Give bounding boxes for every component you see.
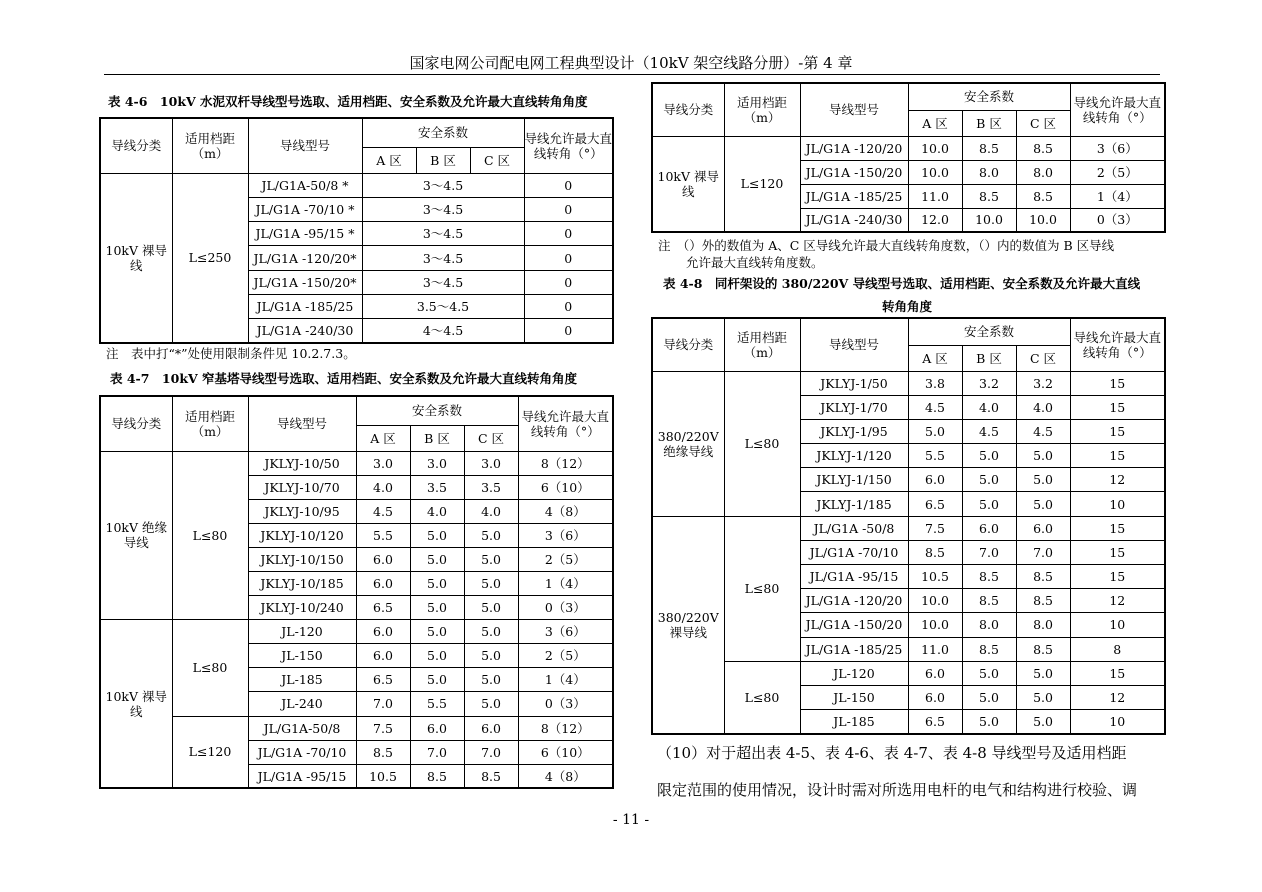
model-cell: JL-150 xyxy=(248,644,356,668)
model-cell: JL/G1A -150/20* xyxy=(248,270,362,294)
zone-a-cell: 5.0 xyxy=(908,419,962,443)
zone-a-cell: 10.0 xyxy=(908,589,962,613)
zone-b-cell: 5.0 xyxy=(962,685,1016,709)
zone-b-cell: 8.5 xyxy=(962,184,1016,208)
table-row xyxy=(652,516,1165,540)
zone-b-cell: 5.0 xyxy=(410,523,464,547)
angle-cell: 3（6） xyxy=(1070,136,1165,160)
model-cell: JL/G1A -185/25 xyxy=(248,294,362,318)
table-4-8-caption-line1: 表 4-8 同杆架设的 380/220V 导线型号选取、适用档距、安全系数及允许最大直线 xyxy=(663,276,1141,291)
angle-cell: 8（12） xyxy=(518,716,613,740)
zone-b-cell: 5.0 xyxy=(410,571,464,595)
zone-b-cell: 10.0 xyxy=(962,208,1016,232)
page-number: - 11 - xyxy=(612,812,650,828)
category-cell: 380/220V 裸导线 xyxy=(652,516,724,734)
table-row xyxy=(100,716,613,740)
zone-b-cell: 5.0 xyxy=(410,644,464,668)
model-cell: JKLYJ-10/240 xyxy=(248,596,356,620)
zone-c-cell: 5.0 xyxy=(464,596,518,620)
model-cell: JL/G1A -95/15 xyxy=(800,565,908,589)
table-4-7-note-line1: 注 （）外的数值为 A、C 区导线允许最大直线转角度数，（）内的数值为 B 区导线 xyxy=(658,238,1115,253)
model-cell: JL/G1A -240/30 xyxy=(800,208,908,232)
model-cell: JKLYJ-10/150 xyxy=(248,547,356,571)
angle-cell: 0 xyxy=(524,222,613,246)
zone-c-cell: 5.0 xyxy=(1016,685,1070,709)
model-cell: JL/G1A -95/15 * xyxy=(248,222,362,246)
angle-cell: 2（5） xyxy=(1070,160,1165,184)
model-cell: JL/G1A -185/25 xyxy=(800,184,908,208)
col-header-angle: 导线允许最大直线转角（°） xyxy=(518,396,613,451)
safety-cell: 4～4.5 xyxy=(362,319,524,343)
col-header-category: 导线分类 xyxy=(100,118,172,173)
angle-cell: 15 xyxy=(1070,565,1165,589)
col-header-span: 适用档距（m） xyxy=(724,318,800,371)
zone-a-cell: 8.5 xyxy=(356,740,410,764)
model-cell: JL/G1A -120/20 xyxy=(800,136,908,160)
table-row xyxy=(100,451,613,475)
safety-cell: 3～4.5 xyxy=(362,246,524,270)
zone-c-cell: 5.0 xyxy=(1016,492,1070,516)
category-cell: 380/220V 绝缘导线 xyxy=(652,371,724,516)
col-header-zone-a: A 区 xyxy=(356,425,410,451)
zone-b-cell: 8.0 xyxy=(962,160,1016,184)
angle-cell: 15 xyxy=(1070,419,1165,443)
model-cell: JKLYJ-1/70 xyxy=(800,395,908,419)
span-cell: L≤80 xyxy=(172,451,248,620)
angle-cell: 15 xyxy=(1070,371,1165,395)
zone-b-cell: 8.5 xyxy=(962,637,1016,661)
model-cell: JL-150 xyxy=(800,685,908,709)
zone-b-cell: 7.0 xyxy=(962,540,1016,564)
angle-cell: 10 xyxy=(1070,492,1165,516)
angle-cell: 12 xyxy=(1070,468,1165,492)
model-cell: JL/G1A -240/30 xyxy=(248,319,362,343)
zone-c-cell: 5.0 xyxy=(464,571,518,595)
zone-c-cell: 8.0 xyxy=(1016,613,1070,637)
safety-cell: 3～4.5 xyxy=(362,222,524,246)
angle-cell: 2（5） xyxy=(518,644,613,668)
zone-b-cell: 8.0 xyxy=(962,613,1016,637)
zone-a-cell: 10.5 xyxy=(356,764,410,788)
zone-c-cell: 6.0 xyxy=(1016,516,1070,540)
model-cell: JL/G1A -95/15 xyxy=(248,764,356,788)
zone-c-cell: 4.0 xyxy=(1016,395,1070,419)
span-cell: L≤80 xyxy=(724,661,800,734)
zone-a-cell: 10.0 xyxy=(908,160,962,184)
zone-b-cell: 8.5 xyxy=(410,764,464,788)
zone-c-cell: 3.2 xyxy=(1016,371,1070,395)
table-row xyxy=(100,173,613,197)
zone-b-cell: 5.0 xyxy=(962,710,1016,734)
zone-a-cell: 6.0 xyxy=(356,547,410,571)
zone-c-cell: 5.0 xyxy=(1016,710,1070,734)
angle-cell: 4（8） xyxy=(518,499,613,523)
table-4-8-caption-line2: 转角角度 xyxy=(881,299,932,314)
model-cell: JKLYJ-10/95 xyxy=(248,499,356,523)
col-header-model: 导线型号 xyxy=(800,83,908,136)
model-cell: JL/G1A -70/10 * xyxy=(248,197,362,221)
zone-c-cell: 5.0 xyxy=(464,692,518,716)
zone-a-cell: 11.0 xyxy=(908,637,962,661)
zone-c-cell: 5.0 xyxy=(1016,661,1070,685)
zone-a-cell: 4.0 xyxy=(356,475,410,499)
model-cell: JKLYJ-1/150 xyxy=(800,468,908,492)
model-cell: JKLYJ-10/120 xyxy=(248,523,356,547)
zone-b-cell: 5.0 xyxy=(410,547,464,571)
angle-cell: 4（8） xyxy=(518,764,613,788)
col-header-zone-c: C 区 xyxy=(1016,345,1070,371)
zone-c-cell: 5.0 xyxy=(1016,468,1070,492)
zone-a-cell: 10.0 xyxy=(908,136,962,160)
angle-cell: 0 xyxy=(524,294,613,318)
zone-b-cell: 4.5 xyxy=(962,419,1016,443)
angle-cell: 0 xyxy=(524,319,613,343)
col-header-zone-c: C 区 xyxy=(470,147,524,173)
category-cell: 10kV 裸导线 xyxy=(100,173,172,343)
zone-a-cell: 11.0 xyxy=(908,184,962,208)
angle-cell: 10 xyxy=(1070,710,1165,734)
angle-cell: 1（4） xyxy=(1070,184,1165,208)
col-header-angle: 导线允许最大直线转角（°） xyxy=(524,118,613,173)
zone-c-cell: 7.0 xyxy=(1016,540,1070,564)
zone-b-cell: 5.0 xyxy=(962,661,1016,685)
col-header-angle: 导线允许最大直线转角（°） xyxy=(1070,83,1165,136)
angle-cell: 0（3） xyxy=(518,692,613,716)
model-cell: JL-185 xyxy=(248,668,356,692)
zone-b-cell: 3.0 xyxy=(410,451,464,475)
zone-a-cell: 6.5 xyxy=(356,668,410,692)
zone-b-cell: 5.5 xyxy=(410,692,464,716)
zone-a-cell: 3.0 xyxy=(356,451,410,475)
category-cell: 10kV 裸导线 xyxy=(100,620,172,789)
zone-a-cell: 10.5 xyxy=(908,565,962,589)
col-header-zone-a: A 区 xyxy=(908,110,962,136)
zone-c-cell: 10.0 xyxy=(1016,208,1070,232)
category-cell: 10kV 绝缘导线 xyxy=(100,451,172,620)
col-header-category: 导线分类 xyxy=(652,318,724,371)
angle-cell: 0 xyxy=(524,197,613,221)
zone-a-cell: 6.0 xyxy=(908,685,962,709)
model-cell: JL/G1A-50/8 xyxy=(248,716,356,740)
col-header-zone-a: A 区 xyxy=(908,345,962,371)
table-4-6-caption: 表 4-6 10kV 水泥双杆导线型号选取、适用档距、安全系数及允许最大直线转角角度 xyxy=(108,94,588,109)
zone-b-cell: 3.2 xyxy=(962,371,1016,395)
table-4-7-note-line2: 允许最大直线转角度数。 xyxy=(686,255,824,270)
angle-cell: 15 xyxy=(1070,395,1165,419)
angle-cell: 12 xyxy=(1070,589,1165,613)
model-cell: JKLYJ-10/70 xyxy=(248,475,356,499)
zone-a-cell: 6.5 xyxy=(908,492,962,516)
angle-cell: 8 xyxy=(1070,637,1165,661)
zone-c-cell: 5.0 xyxy=(464,547,518,571)
safety-cell: 3～4.5 xyxy=(362,197,524,221)
col-header-zone-b: B 区 xyxy=(410,425,464,451)
col-header-safety: 安全系数 xyxy=(908,318,1070,345)
col-header-category: 导线分类 xyxy=(652,83,724,136)
zone-b-cell: 7.0 xyxy=(410,740,464,764)
model-cell: JL/G1A -150/20 xyxy=(800,613,908,637)
zone-a-cell: 4.5 xyxy=(908,395,962,419)
zone-b-cell: 5.0 xyxy=(962,492,1016,516)
zone-a-cell: 7.0 xyxy=(356,692,410,716)
page-header: 国家电网公司配电网工程典型设计（10kV 架空线路分册）-第 4 章 xyxy=(409,54,853,72)
zone-c-cell: 8.5 xyxy=(1016,589,1070,613)
zone-c-cell: 5.0 xyxy=(1016,444,1070,468)
model-cell: JL/G1A -70/10 xyxy=(248,740,356,764)
angle-cell: 0（3） xyxy=(1070,208,1165,232)
zone-a-cell: 5.5 xyxy=(356,523,410,547)
table-4-7-continued xyxy=(651,82,1166,233)
col-header-model: 导线型号 xyxy=(248,396,356,451)
model-cell: JL/G1A -150/20 xyxy=(800,160,908,184)
zone-c-cell: 8.5 xyxy=(464,764,518,788)
body-paragraph-line2: 限定范围的使用情况，设计时需对所选用电杆的电气和结构进行校验、调 xyxy=(657,781,1138,799)
zone-a-cell: 7.5 xyxy=(356,716,410,740)
model-cell: JKLYJ-10/185 xyxy=(248,571,356,595)
zone-b-cell: 5.0 xyxy=(962,468,1016,492)
model-cell: JL/G1A -120/20* xyxy=(248,246,362,270)
col-header-span: 适用档距（m） xyxy=(172,396,248,451)
zone-a-cell: 8.5 xyxy=(908,540,962,564)
zone-b-cell: 8.5 xyxy=(962,136,1016,160)
span-cell: L≤250 xyxy=(172,173,248,343)
model-cell: JL/G1A-50/8 * xyxy=(248,173,362,197)
col-header-safety: 安全系数 xyxy=(356,396,518,425)
model-cell: JL/G1A -120/20 xyxy=(800,589,908,613)
angle-cell: 1（4） xyxy=(518,571,613,595)
zone-c-cell: 4.0 xyxy=(464,499,518,523)
zone-a-cell: 6.0 xyxy=(908,661,962,685)
zone-c-cell: 4.5 xyxy=(1016,419,1070,443)
model-cell: JL/G1A -185/25 xyxy=(800,637,908,661)
model-cell: JL-185 xyxy=(800,710,908,734)
table-4-6-note: 注 表中打“*”处使用限制条件见 10.2.7.3。 xyxy=(106,346,356,361)
zone-a-cell: 10.0 xyxy=(908,613,962,637)
zone-b-cell: 5.0 xyxy=(410,596,464,620)
col-header-category: 导线分类 xyxy=(100,396,172,451)
zone-c-cell: 5.0 xyxy=(464,523,518,547)
zone-c-cell: 3.5 xyxy=(464,475,518,499)
span-cell: L≤80 xyxy=(724,371,800,516)
zone-b-cell: 5.0 xyxy=(410,620,464,644)
span-cell: L≤120 xyxy=(724,136,800,232)
col-header-zone-b: B 区 xyxy=(416,147,470,173)
zone-b-cell: 5.0 xyxy=(962,444,1016,468)
span-cell: L≤80 xyxy=(724,516,800,661)
col-header-safety: 安全系数 xyxy=(362,118,524,147)
angle-cell: 0（3） xyxy=(518,596,613,620)
zone-c-cell: 3.0 xyxy=(464,451,518,475)
zone-b-cell: 6.0 xyxy=(410,716,464,740)
zone-c-cell: 6.0 xyxy=(464,716,518,740)
col-header-zone-a: A 区 xyxy=(362,147,416,173)
angle-cell: 12 xyxy=(1070,685,1165,709)
model-cell: JL-240 xyxy=(248,692,356,716)
angle-cell: 8（12） xyxy=(518,451,613,475)
zone-c-cell: 8.5 xyxy=(1016,184,1070,208)
zone-c-cell: 7.0 xyxy=(464,740,518,764)
zone-c-cell: 5.0 xyxy=(464,644,518,668)
angle-cell: 3（6） xyxy=(518,620,613,644)
zone-a-cell: 12.0 xyxy=(908,208,962,232)
col-header-safety: 安全系数 xyxy=(908,83,1070,110)
table-row xyxy=(652,136,1165,160)
zone-a-cell: 6.0 xyxy=(356,644,410,668)
zone-c-cell: 5.0 xyxy=(464,620,518,644)
model-cell: JKLYJ-1/50 xyxy=(800,371,908,395)
table-4-7 xyxy=(99,395,614,789)
angle-cell: 15 xyxy=(1070,540,1165,564)
zone-b-cell: 3.5 xyxy=(410,475,464,499)
table-row xyxy=(652,371,1165,395)
zone-a-cell: 5.5 xyxy=(908,444,962,468)
col-header-span: 适用档距（m） xyxy=(724,83,800,136)
span-cell: L≤120 xyxy=(172,716,248,788)
zone-b-cell: 5.0 xyxy=(410,668,464,692)
model-cell: JKLYJ-1/185 xyxy=(800,492,908,516)
zone-a-cell: 6.0 xyxy=(908,468,962,492)
table-4-7-caption: 表 4-7 10kV 窄基塔导线型号选取、适用档距、安全系数及允许最大直线转角角度 xyxy=(110,371,578,386)
col-header-zone-c: C 区 xyxy=(1016,110,1070,136)
safety-cell: 3～4.5 xyxy=(362,173,524,197)
model-cell: JL/G1A -70/10 xyxy=(800,540,908,564)
angle-cell: 0 xyxy=(524,173,613,197)
col-header-model: 导线型号 xyxy=(800,318,908,371)
angle-cell: 6（10） xyxy=(518,475,613,499)
zone-b-cell: 4.0 xyxy=(410,499,464,523)
zone-c-cell: 8.0 xyxy=(1016,160,1070,184)
table-row xyxy=(652,661,1165,685)
angle-cell: 2（5） xyxy=(518,547,613,571)
zone-a-cell: 6.0 xyxy=(356,620,410,644)
category-cell: 10kV 裸导线 xyxy=(652,136,724,232)
model-cell: JKLYJ-1/120 xyxy=(800,444,908,468)
zone-c-cell: 8.5 xyxy=(1016,637,1070,661)
table-4-8 xyxy=(651,317,1166,735)
angle-cell: 3（6） xyxy=(518,523,613,547)
zone-c-cell: 5.0 xyxy=(464,668,518,692)
table-row xyxy=(100,620,613,644)
zone-a-cell: 7.5 xyxy=(908,516,962,540)
angle-cell: 15 xyxy=(1070,516,1165,540)
col-header-model: 导线型号 xyxy=(248,118,362,173)
zone-b-cell: 6.0 xyxy=(962,516,1016,540)
model-cell: JL-120 xyxy=(248,620,356,644)
zone-b-cell: 8.5 xyxy=(962,565,1016,589)
zone-c-cell: 8.5 xyxy=(1016,136,1070,160)
angle-cell: 0 xyxy=(524,246,613,270)
col-header-zone-b: B 区 xyxy=(962,110,1016,136)
angle-cell: 15 xyxy=(1070,661,1165,685)
zone-b-cell: 8.5 xyxy=(962,589,1016,613)
body-paragraph-line1: （10）对于超出表 4-5、表 4-6、表 4-7、表 4-8 导线型号及适用档距 xyxy=(657,744,1127,762)
safety-cell: 3.5～4.5 xyxy=(362,294,524,318)
model-cell: JL/G1A -50/8 xyxy=(800,516,908,540)
safety-cell: 3～4.5 xyxy=(362,270,524,294)
zone-a-cell: 6.0 xyxy=(356,571,410,595)
model-cell: JKLYJ-1/95 xyxy=(800,419,908,443)
col-header-angle: 导线允许最大直线转角（°） xyxy=(1070,318,1165,371)
zone-a-cell: 4.5 xyxy=(356,499,410,523)
zone-a-cell: 6.5 xyxy=(908,710,962,734)
zone-a-cell: 3.8 xyxy=(908,371,962,395)
col-header-zone-b: B 区 xyxy=(962,345,1016,371)
model-cell: JKLYJ-10/50 xyxy=(248,451,356,475)
angle-cell: 10 xyxy=(1070,613,1165,637)
zone-c-cell: 8.5 xyxy=(1016,565,1070,589)
angle-cell: 15 xyxy=(1070,444,1165,468)
angle-cell: 0 xyxy=(524,270,613,294)
col-header-zone-c: C 区 xyxy=(464,425,518,451)
zone-b-cell: 4.0 xyxy=(962,395,1016,419)
model-cell: JL-120 xyxy=(800,661,908,685)
span-cell: L≤80 xyxy=(172,620,248,716)
angle-cell: 1（4） xyxy=(518,668,613,692)
header-rule xyxy=(104,74,1160,75)
angle-cell: 6（10） xyxy=(518,740,613,764)
col-header-span: 适用档距（m） xyxy=(172,118,248,173)
zone-a-cell: 6.5 xyxy=(356,596,410,620)
